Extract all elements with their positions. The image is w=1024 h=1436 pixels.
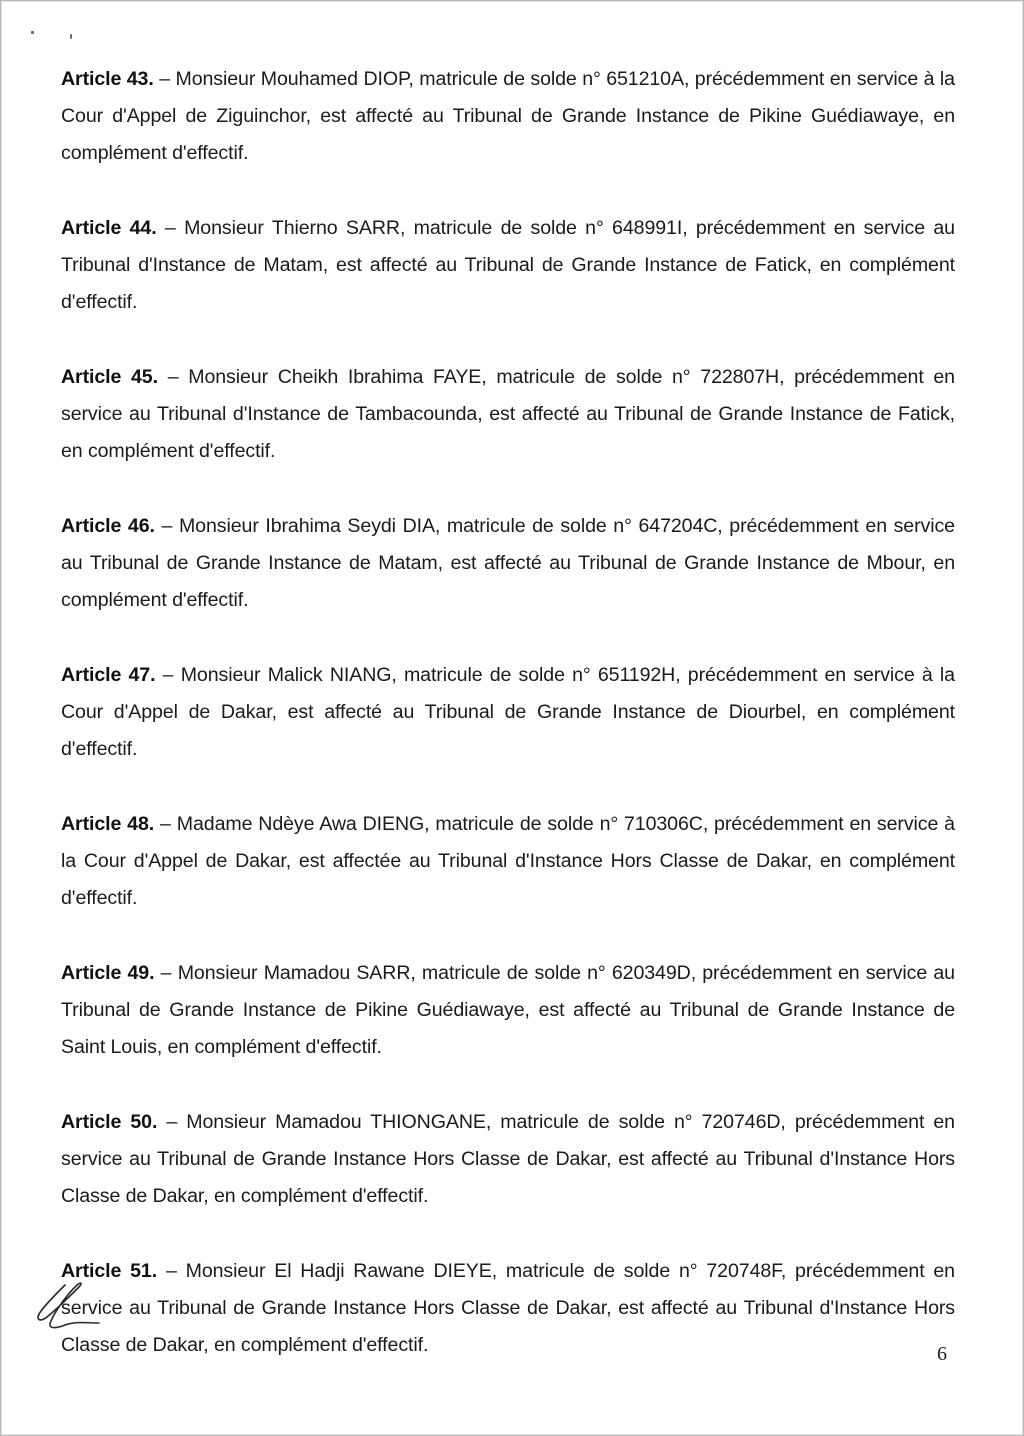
article-body: Monsieur Thierno SARR, matricule de solde n° 648991I, précédemment en service au Tribunal d'Instance de Matam, est affecté au Tribunal de Grande Instance de Fatick, en complément d'effectif. [61,217,955,313]
article-body: Monsieur Cheikh Ibrahima FAYE, matricule de solde n° 722807H, précédemment en service au Tribunal d'Instance de Tambacounda, est affecté au Tribunal de Grande Instance de Fatick, en complément d'effectif. [61,366,955,462]
article-label: Article 49. [61,962,155,984]
article-separator: – [162,664,174,686]
article-body: Madame Ndèye Awa DIENG, matricule de solde n° 710306C, précédemment en service à la Cour d'Appel de Dakar, est affectée au Tribunal d'Instance Hors Classe de Dakar, en complément d'effectif. [61,813,955,909]
article-44 [61,210,955,321]
article-label: Article 47. [61,664,156,686]
article-50 [61,1104,955,1215]
article-43 [61,61,955,172]
initials-signature [25,1277,105,1337]
scan-speck [70,34,72,39]
article-separator: – [167,366,179,388]
scan-speck [31,31,34,34]
article-body: Monsieur El Hadji Rawane DIEYE, matricule de solde n° 720748F, précédemment en service au Tribunal de Grande Instance Hors Classe de Dakar, est affecté au Tribunal d'Instance Hors Classe de Dakar, en complément d'effectif. [61,1260,955,1356]
article-body: Monsieur Mouhamed DIOP, matricule de solde n° 651210A, précédemment en service à la Cour d'Appel de Ziguinchor, est affecté au Tribunal de Grande Instance de Pikine Guédiawaye, en complément d'effectif. [61,68,955,164]
article-label: Article 46. [61,515,155,537]
article-51 [61,1253,955,1364]
page-number: 6 [937,1343,947,1365]
article-46 [61,508,955,619]
article-label: Article 51. [61,1260,158,1282]
article-47 [61,657,955,768]
article-separator: – [165,1260,177,1282]
article-label: Article 43. [61,68,154,90]
article-body: Monsieur Ibrahima Seydi DIA, matricule de solde n° 647204C, précédemment en service au Tribunal de Grande Instance de Matam, est affecté au Tribunal de Grande Instance de Mbour, en complément d'effectif. [61,515,955,611]
article-body: Monsieur Malick NIANG, matricule de solde n° 651192H, précédemment en service à la Cour d'Appel de Dakar, est affecté au Tribunal de Grande Instance de Diourbel, en complément d'effectif. [61,664,955,760]
article-49 [61,955,955,1066]
article-separator: – [161,515,173,537]
articles-container [61,61,955,1402]
article-separator: – [166,1111,178,1133]
article-48 [61,806,955,917]
article-body: Monsieur Mamadou THIONGANE, matricule de solde n° 720746D, précédemment en service au Tribunal de Grande Instance Hors Classe de Dakar, est affecté au Tribunal d'Instance Hors Classe de Dakar, en complément d'effectif. [61,1111,955,1207]
article-separator: – [160,962,172,984]
article-label: Article 44. [61,217,157,239]
article-45 [61,359,955,470]
article-body: Monsieur Mamadou SARR, matricule de solde n° 620349D, précédemment en service au Tribunal de Grande Instance de Pikine Guédiawaye, est affecté au Tribunal de Grande Instance de Saint Louis, en complément d'effectif. [61,962,955,1058]
article-label: Article 48. [61,813,155,835]
article-separator: – [164,217,176,239]
article-label: Article 45. [61,366,158,388]
article-label: Article 50. [61,1111,158,1133]
article-separator: – [159,68,170,90]
article-separator: – [160,813,171,835]
